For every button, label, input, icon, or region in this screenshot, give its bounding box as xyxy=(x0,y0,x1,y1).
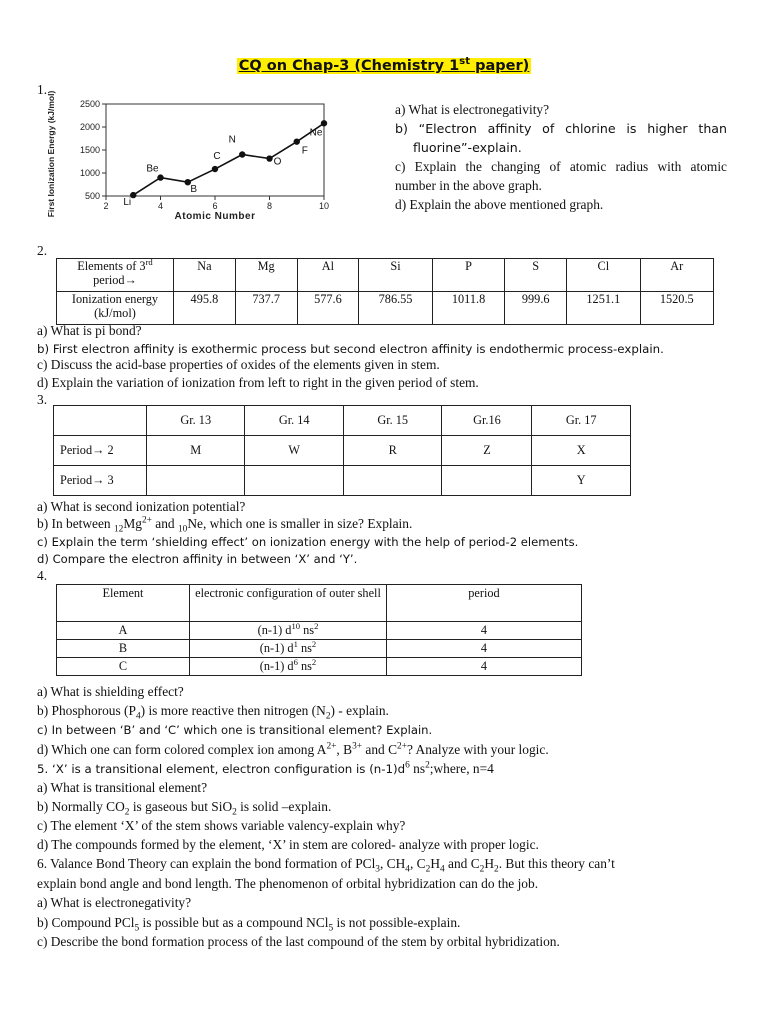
group-period-table xyxy=(53,405,631,496)
value-cell: 1011.8 xyxy=(432,292,505,325)
value-cell: 737.7 xyxy=(235,292,297,325)
q6-c: c) Describe the bond formation process of the last compound of the stem by orbital hybridization. xyxy=(37,934,560,949)
element-cell: M xyxy=(147,436,245,466)
value-cell: 1251.1 xyxy=(567,292,640,325)
data-label: Li xyxy=(123,197,132,209)
data-label: Ne xyxy=(309,127,323,139)
group-header: Gr. 13 xyxy=(147,406,245,436)
table-row xyxy=(57,585,582,622)
x-axis-label: Atomic Number xyxy=(174,211,256,222)
q5-stem: 5. ‘X’ is a transitional element, electron configuration is $(n-1)d^6$ $ns^2;where$, n=4 xyxy=(37,760,494,776)
q5-b: b) Normally $CO_2$ is gaseous but SiO$_2$ is solid –explain. xyxy=(37,799,332,818)
data-label: Be xyxy=(146,163,159,175)
period-cell: 4 xyxy=(387,658,582,676)
group-header: Gr. 17 xyxy=(532,406,631,436)
y-tick-label: 1000 xyxy=(79,168,100,178)
table-row xyxy=(54,406,631,436)
element-cell: Z xyxy=(442,436,532,466)
element-cell: P xyxy=(432,259,505,292)
y-tick-label: 500 xyxy=(84,191,100,201)
element-cell: R xyxy=(343,436,441,466)
table-row xyxy=(57,292,714,325)
table-row xyxy=(54,466,631,496)
q1-b-line2: fluorine”-explain. xyxy=(413,140,522,155)
table-row xyxy=(57,658,582,676)
ionization-energy-chart xyxy=(44,90,334,226)
table-header-cell: Ionization energy (kJ/mol) xyxy=(57,292,174,325)
x-tick-label: 4 xyxy=(157,201,164,211)
period-cell: 4 xyxy=(387,622,582,640)
value-cell: 495.8 xyxy=(174,292,236,325)
question-4-number: 4. xyxy=(37,568,48,583)
y-axis-label: First Ionization Energy (kJ/mol) xyxy=(46,90,56,218)
q2-b: b) First electron affinity is exothermic process but second electron affinity is endothermic process-explain. xyxy=(37,342,664,356)
element-cell: Y xyxy=(532,466,631,496)
data-label: F xyxy=(301,145,308,157)
value-cell: 786.55 xyxy=(359,292,432,325)
element-cell: Si xyxy=(359,259,432,292)
q3-a: a) What is second ionization potential? xyxy=(37,499,246,514)
q4-d: d) Which one can form colored complex ion among $A^{2+}$, $B^{3+}$ and $C^{2+}$? Analyze with your logic. xyxy=(37,741,549,757)
period-label: Period→ 3 xyxy=(54,466,147,496)
question-1-number: 1. xyxy=(37,82,48,97)
question-2-number: 2. xyxy=(37,243,48,258)
data-point xyxy=(321,120,327,126)
table-header-cell: period xyxy=(387,585,582,622)
table-row xyxy=(54,436,631,466)
page-title: CQ on Chap-3 (Chemistry 1st paper) xyxy=(238,56,530,74)
value-cell: 577.6 xyxy=(297,292,359,325)
element-cell xyxy=(245,466,343,496)
data-label: B xyxy=(190,184,198,196)
value-cell: 999.6 xyxy=(505,292,567,325)
question-3-number: 3. xyxy=(37,392,48,407)
x-tick-label: 10 xyxy=(318,201,330,211)
period-cell: 4 xyxy=(387,640,582,658)
q2-c: c) Discuss the acid-base properties of oxides of the elements given in stem. xyxy=(37,357,440,372)
q3-b: b) In between $_{12}Mg^{2+}$ and $_{10}$Ne, which one is smaller in size? Explain. xyxy=(37,515,413,535)
q1-c-line2: number in the above graph. xyxy=(395,178,542,193)
table-row xyxy=(57,640,582,658)
q4-a: a) What is shielding effect? xyxy=(37,684,184,699)
q1-a: a) What is electronegativity? xyxy=(395,102,550,117)
q2-d: d) Explain the variation of ionization from left to right in the given period of stem. xyxy=(37,375,479,390)
element-cell xyxy=(147,466,245,496)
data-point xyxy=(212,166,218,172)
element-cell: Ar xyxy=(640,259,713,292)
element-cell: Na xyxy=(174,259,236,292)
q5-c: c) The element ‘X’ of the stem shows variable valency-explain why? xyxy=(37,818,406,833)
data-label: O xyxy=(273,156,282,168)
data-point xyxy=(294,138,300,144)
y-tick-label: 1500 xyxy=(79,145,100,155)
q2-a: a) What is pi bond? xyxy=(37,323,142,338)
config-cell: (n-1) $d^6$ $ns^2$ xyxy=(190,658,387,676)
element-cell: Al xyxy=(297,259,359,292)
group-header: Gr.16 xyxy=(442,406,532,436)
electron-configuration-table xyxy=(56,584,582,676)
x-tick-label: 6 xyxy=(212,201,218,211)
q3-d: d) Compare the electron affinity in between ‘X’ and ‘Y’. xyxy=(37,552,358,566)
q1-d: d) Explain the above mentioned graph. xyxy=(395,197,604,212)
element-cell: X xyxy=(532,436,631,466)
config-cell: (n-1) $d^1$ $ns^2$ xyxy=(190,640,387,658)
data-point xyxy=(157,174,163,180)
chart-plot-frame xyxy=(106,104,324,196)
element-cell: S xyxy=(505,259,567,292)
period-label: Period→ 2 xyxy=(54,436,147,466)
group-header: Gr. 15 xyxy=(343,406,441,436)
data-point xyxy=(239,151,245,157)
element-cell: W xyxy=(245,436,343,466)
value-cell: 1520.5 xyxy=(640,292,713,325)
table-header-cell: Elements of 3rd period→ xyxy=(57,259,174,292)
q6-stem-line2: explain bond angle and bond length. The phenomenon of orbital hybridization can do the job. xyxy=(37,876,539,891)
data-label: N xyxy=(228,134,236,146)
q3-c: c) Explain the term ‘shielding effect’ on ionization energy with the help of period-2 elements. xyxy=(37,535,579,549)
x-tick-label: 2 xyxy=(103,201,109,211)
element-cell: Cl xyxy=(567,259,640,292)
q6-a: a) What is electronegativity? xyxy=(37,895,192,910)
data-label: C xyxy=(213,151,221,163)
table-corner-cell xyxy=(54,406,147,436)
element-cell: A xyxy=(57,622,190,640)
y-tick-label: 2500 xyxy=(79,99,100,109)
x-tick-label: 8 xyxy=(266,201,273,211)
table-header-cell: electronic configuration of outer shell xyxy=(190,585,387,622)
data-point xyxy=(266,155,272,161)
element-cell: Mg xyxy=(235,259,297,292)
table-row xyxy=(57,622,582,640)
element-cell: B xyxy=(57,640,190,658)
q4-c: c) In between ‘B’ and ‘C’ which one is transitional element? Explain. xyxy=(37,723,433,737)
question-1-subquestions xyxy=(395,100,727,214)
q1-b-line1: b) “Electron affinity of chlorine is higher than xyxy=(395,121,727,136)
period-3-ionization-table xyxy=(56,258,714,325)
y-tick-label: 2000 xyxy=(79,122,100,132)
table-row xyxy=(57,259,714,292)
element-cell xyxy=(442,466,532,496)
element-cell: C xyxy=(57,658,190,676)
q6-b: b) Compound PCl$_5$ is possible but as a compound NCl$_5$ is not possible-explain. xyxy=(37,915,461,934)
q5-a: a) What is transitional element? xyxy=(37,780,208,795)
group-header: Gr. 14 xyxy=(245,406,343,436)
q5-d: d) The compounds formed by the element, ‘X’ in stem are colored- analyze with proper logic. xyxy=(37,837,539,852)
q4-b: b) Phosphorous $(P_4)$ is more reactive then nitrogen $(N_2)$ - explain. xyxy=(37,703,389,722)
q6-stem-line1: 6. Valance Bond Theory can explain the bond formation of PCl$_3$, $CH_4$, $C_2H_4$ and $C_2H_2$. But this theory can’t xyxy=(37,856,615,875)
element-cell xyxy=(343,466,441,496)
table-header-cell: Element xyxy=(57,585,190,622)
q1-c-line1: c) Explain the changing of atomic radius with atomic xyxy=(395,159,727,174)
config-cell: (n-1) $d^{10}$ $ns^2$ xyxy=(190,622,387,640)
